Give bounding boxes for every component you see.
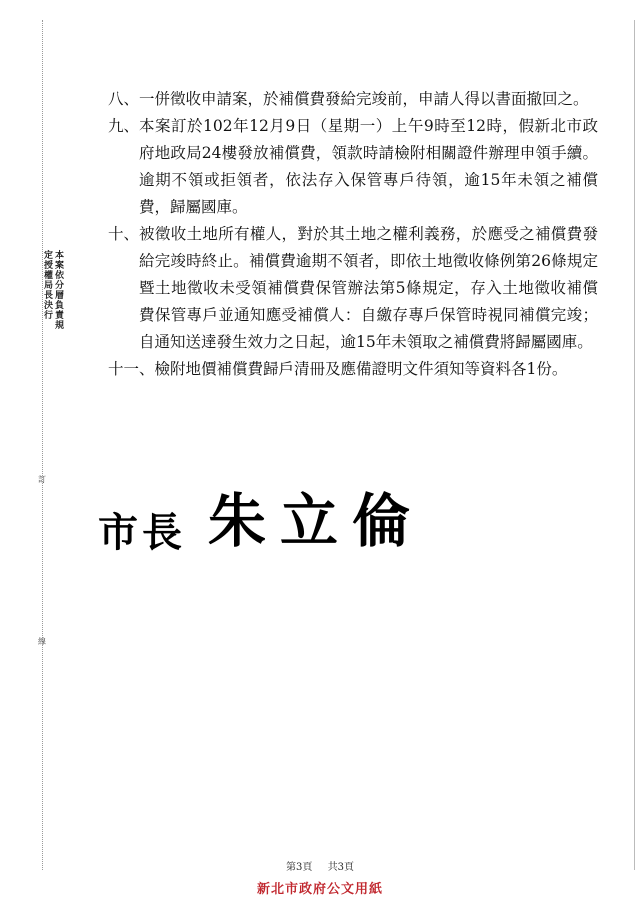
- current-page: 第3頁: [286, 862, 313, 873]
- total-pages: 共3頁: [327, 862, 354, 873]
- item-number: 十、: [108, 225, 140, 243]
- item-text: 被徵收土地所有權人，對於其土地之權利義務，於應受之補償費發給完竣時終止。補償費逾期不領者，即依土地徵收條例第26條規定暨土地徵收未受領補償費保管辦法第5條規定，存入土地徵收補償費保管專戶並通知應受補償人：自繳存專戶保管時視同補償完竣；自通知送達發生效力之日起，逾15年未領取之補償費將歸屬國庫。: [139, 225, 598, 351]
- item-text: 本案訂於102年12月9日（星期一）上午9時至12時，假新北市政府地政局24樓發放補償費，領款時請檢附相關證件辦理申領手續。逾期不領或拒領者，依法存入保管專戶待領，逾15年未領之補償費，歸屬國庫。: [139, 117, 598, 216]
- signature-title: 市長: [98, 509, 186, 556]
- item-text: 一併徵收申請案，於補償費發給完竣前，申請人得以書面撤回之。: [139, 90, 589, 108]
- approval-stamp: 本案依分層負責規定授權局長決行: [42, 250, 63, 330]
- paper-label: 新北市政府公文用紙: [256, 882, 383, 897]
- item-number: 十一、: [108, 360, 155, 378]
- binding-line: [42, 20, 44, 870]
- list-item: [108, 221, 598, 356]
- page-edge: [634, 20, 636, 870]
- mayor-signature: [98, 478, 424, 558]
- item-number: 九、: [108, 117, 140, 135]
- list-item: [108, 86, 598, 113]
- list-item: [108, 356, 598, 383]
- margin-mark-xian: 線: [38, 637, 46, 646]
- document-body: [108, 86, 598, 383]
- page-number: [0, 858, 640, 873]
- item-text: 檢附地價補償費歸戶清冊及應備證明文件須知等資料各1份。: [154, 360, 568, 378]
- list-item: [108, 113, 598, 221]
- item-number: 八、: [108, 90, 140, 108]
- signature-name: 朱立倫: [208, 487, 425, 555]
- margin-mark-ding: 訂: [38, 475, 46, 484]
